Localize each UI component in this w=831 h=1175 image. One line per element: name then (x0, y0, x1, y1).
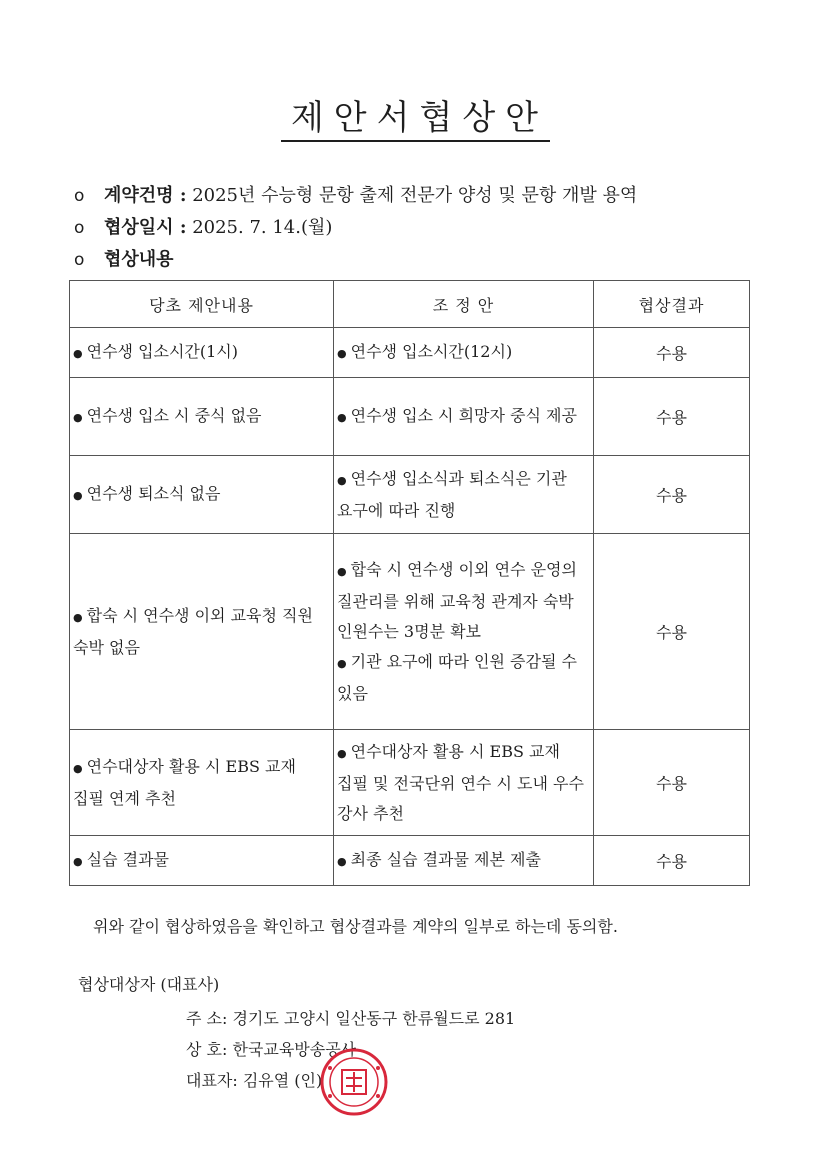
adjusted-cell (334, 378, 594, 456)
table-row (70, 836, 750, 886)
agreement-statement: 위와 같이 협상하였음을 확인하고 협상결과를 계약의 일부로 하는데 동의함. (93, 917, 618, 936)
bullet-icon: ● (337, 746, 347, 760)
table-row (70, 730, 750, 836)
header-adjusted: 조 정 안 (334, 281, 594, 328)
original-cell (70, 456, 334, 534)
adjusted-text: 합숙 시 연수생 이외 연수 운영의 질관리를 위해 교육청 관계자 숙박 인원수는 3명분 확보 (337, 559, 577, 641)
adjusted-cell (334, 456, 594, 534)
bullet-icon: ● (337, 346, 347, 360)
bullet-marker: o (74, 250, 85, 270)
bullet-icon: ● (73, 488, 83, 502)
party-address: 주 소: 경기도 고양시 일산동구 한류월드로 281 (186, 1009, 516, 1028)
bullet-icon: ● (337, 410, 347, 424)
bullet-icon: ● (73, 761, 83, 775)
adjusted-text: 기관 요구에 따라 인원 증감될 수 있음 (337, 651, 577, 703)
negotiation-content-label: 협상내용 (104, 249, 174, 270)
party-heading: 협상대상자 (대표사) (78, 975, 220, 994)
adjusted-text: 연수생 입소 시 희망자 중식 제공 (350, 405, 577, 425)
negotiation-date-label: 협상일시 : (104, 217, 187, 238)
result-cell: 수용 (594, 534, 750, 730)
adjusted-text: 최종 실습 결과물 제본 제출 (350, 849, 541, 869)
document-title: 제안서협상안 (0, 98, 831, 142)
bullet-icon: ● (337, 564, 347, 578)
original-cell (70, 378, 334, 456)
party-company: 상 호: 한국교육방송공사 (186, 1040, 357, 1059)
adjusted-cell (334, 328, 594, 378)
result-cell: 수용 (594, 730, 750, 836)
original-cell (70, 328, 334, 378)
company-seal-stamp (318, 1048, 390, 1116)
original-cell (70, 836, 334, 886)
party-representative: 대표자: 김유열 (인) (186, 1071, 323, 1090)
bullet-icon: ● (337, 656, 347, 670)
adjusted-text: 연수대상자 활용 시 EBS 교재 집필 및 전국단위 연수 시 도내 우수 강사 추천 (337, 741, 584, 823)
bullet-icon: ● (73, 410, 83, 424)
table-row (70, 534, 750, 730)
original-text: 연수생 입소 시 중식 없음 (86, 405, 262, 425)
bullet-icon: ● (73, 610, 83, 624)
original-cell (70, 730, 334, 836)
result-cell: 수용 (594, 378, 750, 456)
negotiation-content-line (74, 245, 174, 271)
result-cell: 수용 (594, 328, 750, 378)
negotiation-date-line (74, 213, 332, 239)
original-text: 연수생 입소시간(1시) (86, 341, 239, 361)
adjusted-text: 연수생 입소식과 퇴소식은 기관 요구에 따라 진행 (337, 468, 567, 520)
bullet-icon: ● (73, 854, 83, 868)
adjusted-cell (334, 836, 594, 886)
contract-name-line (74, 181, 637, 207)
adjusted-cell (334, 534, 594, 730)
table-row (70, 456, 750, 534)
original-text: 합숙 시 연수생 이외 교육청 직원 숙박 없음 (73, 605, 313, 657)
original-cell (70, 534, 334, 730)
table-header-row (70, 281, 750, 328)
contract-name-label: 계약건명 : (104, 185, 187, 206)
original-text: 연수대상자 활용 시 EBS 교재 집필 연계 추천 (73, 756, 296, 808)
contract-name-value: 2025년 수능형 문항 출제 전문가 양성 및 문항 개발 용역 (192, 185, 638, 206)
table-row (70, 378, 750, 456)
negotiation-date-value: 2025. 7. 14.(월) (192, 217, 333, 238)
original-text: 실습 결과물 (86, 849, 169, 869)
table-row (70, 328, 750, 378)
adjusted-text: 연수생 입소시간(12시) (350, 341, 513, 361)
header-result: 협상결과 (594, 281, 750, 328)
bullet-icon: ● (337, 473, 347, 487)
bullet-marker: o (74, 186, 85, 206)
result-cell: 수용 (594, 456, 750, 534)
original-text: 연수생 퇴소식 없음 (86, 483, 221, 503)
result-cell: 수용 (594, 836, 750, 886)
negotiation-table (69, 280, 750, 886)
bullet-marker: o (74, 218, 85, 238)
adjusted-cell (334, 730, 594, 836)
bullet-icon: ● (73, 346, 83, 360)
header-original: 당초 제안내용 (70, 281, 334, 328)
bullet-icon: ● (337, 854, 347, 868)
